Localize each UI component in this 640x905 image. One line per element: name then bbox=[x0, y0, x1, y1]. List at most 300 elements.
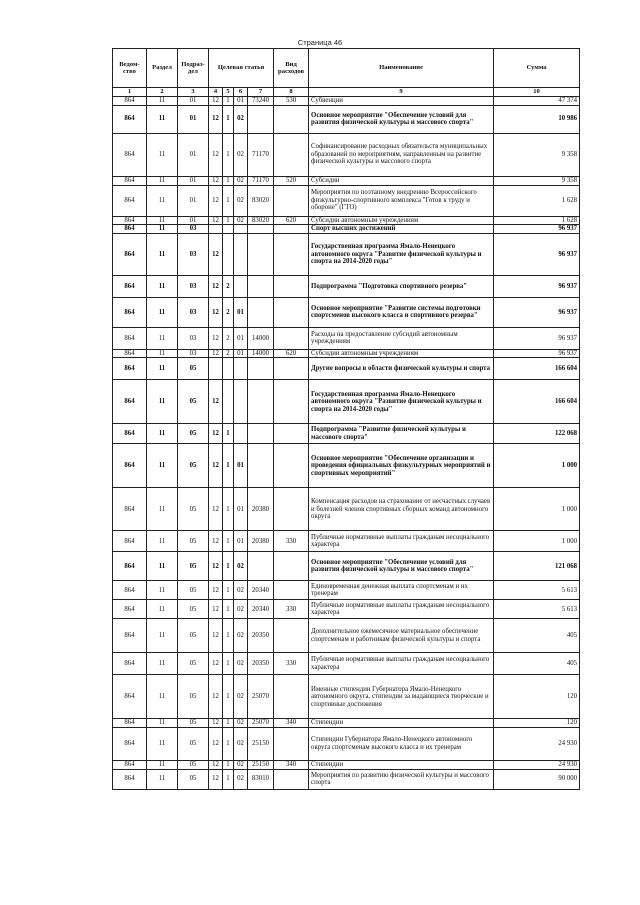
cell-subsection: 03 bbox=[178, 327, 209, 349]
cell-program: 12 bbox=[209, 619, 223, 653]
cell-section: 11 bbox=[147, 275, 178, 297]
cell-subsection: 03 bbox=[178, 297, 209, 327]
cell-expense-type bbox=[274, 581, 309, 600]
cell-sum: 121 068 bbox=[494, 552, 580, 581]
cell-direction: 20350 bbox=[248, 619, 274, 653]
cell-subprogram bbox=[223, 380, 234, 424]
cell-section: 11 bbox=[147, 424, 178, 444]
cell-sum: 1 628 bbox=[494, 216, 580, 225]
cell-sum: 5 613 bbox=[494, 581, 580, 600]
header-num: 2 bbox=[147, 88, 178, 97]
cell-subsection: 05 bbox=[178, 600, 209, 619]
cell-program: 12 bbox=[209, 581, 223, 600]
cell-direction bbox=[248, 225, 274, 234]
cell-sum: 96 937 bbox=[494, 297, 580, 327]
cell-subsection: 05 bbox=[178, 424, 209, 444]
cell-measure: 01 bbox=[234, 327, 248, 349]
cell-department: 864 bbox=[113, 675, 147, 719]
cell-direction: 14000 bbox=[248, 349, 274, 358]
cell-name: Компенсация расходов на страхование от несчастных случаев и болезней членов спортивных сборных команд автономного округа bbox=[309, 488, 494, 531]
cell-direction: 83020 bbox=[248, 216, 274, 225]
cell-subsection: 05 bbox=[178, 531, 209, 552]
table-row bbox=[113, 225, 580, 234]
cell-department: 864 bbox=[113, 581, 147, 600]
cell-program: 12 bbox=[209, 176, 223, 185]
cell-sum: 5 613 bbox=[494, 600, 580, 619]
cell-subprogram: 1 bbox=[223, 105, 234, 133]
cell-department: 864 bbox=[113, 233, 147, 275]
cell-expense-type bbox=[274, 185, 309, 216]
cell-section: 11 bbox=[147, 653, 178, 675]
cell-subprogram: 1 bbox=[223, 552, 234, 581]
cell-expense-type bbox=[274, 619, 309, 653]
cell-sum: 96 937 bbox=[494, 225, 580, 234]
cell-subprogram bbox=[223, 233, 234, 275]
cell-program: 12 bbox=[209, 769, 223, 789]
header-num: 3 bbox=[178, 88, 209, 97]
cell-department: 864 bbox=[113, 552, 147, 581]
cell-direction: 73240 bbox=[248, 97, 274, 106]
header-num: 1 bbox=[113, 88, 147, 97]
cell-name: Основное мероприятие "Развитие системы подготовки спортсменов высокого класса и спортивного резерва" bbox=[309, 297, 494, 327]
cell-section: 11 bbox=[147, 488, 178, 531]
cell-name: Субвенции bbox=[309, 97, 494, 106]
table-row bbox=[113, 185, 580, 216]
cell-name: Государственная программа Ямало-Ненецкого автономного округа "Развитие физической культуры и спорта на 2014-2020 годы" bbox=[309, 233, 494, 275]
header-sum: Сумма bbox=[494, 49, 580, 88]
cell-department: 864 bbox=[113, 380, 147, 424]
table-row bbox=[113, 675, 580, 719]
cell-department: 864 bbox=[113, 488, 147, 531]
cell-expense-type: 620 bbox=[274, 216, 309, 225]
cell-sum: 96 937 bbox=[494, 275, 580, 297]
table-row bbox=[113, 552, 580, 581]
cell-program: 12 bbox=[209, 275, 223, 297]
cell-direction: 71170 bbox=[248, 176, 274, 185]
table-row bbox=[113, 380, 580, 424]
cell-sum: 166 604 bbox=[494, 380, 580, 424]
cell-measure: 02 bbox=[234, 675, 248, 719]
cell-department: 864 bbox=[113, 105, 147, 133]
cell-expense-type: 620 bbox=[274, 349, 309, 358]
cell-direction: 25150 bbox=[248, 761, 274, 770]
cell-program: 12 bbox=[209, 327, 223, 349]
table-row bbox=[113, 488, 580, 531]
cell-section: 11 bbox=[147, 552, 178, 581]
cell-sum: 1 000 bbox=[494, 444, 580, 488]
cell-measure bbox=[234, 233, 248, 275]
header-num: 10 bbox=[494, 88, 580, 97]
cell-department: 864 bbox=[113, 216, 147, 225]
cell-department: 864 bbox=[113, 619, 147, 653]
cell-measure: 02 bbox=[234, 133, 248, 176]
cell-sum: 96 937 bbox=[494, 233, 580, 275]
cell-subsection: 05 bbox=[178, 675, 209, 719]
cell-program: 12 bbox=[209, 349, 223, 358]
cell-department: 864 bbox=[113, 653, 147, 675]
cell-subprogram bbox=[223, 358, 234, 380]
cell-program bbox=[209, 225, 223, 234]
cell-direction: 20340 bbox=[248, 600, 274, 619]
cell-subsection: 01 bbox=[178, 216, 209, 225]
table-row bbox=[113, 349, 580, 358]
cell-section: 11 bbox=[147, 619, 178, 653]
cell-direction: 83020 bbox=[248, 185, 274, 216]
cell-sum: 405 bbox=[494, 653, 580, 675]
cell-section: 11 bbox=[147, 581, 178, 600]
cell-department: 864 bbox=[113, 185, 147, 216]
cell-name: Публичные нормативные выплаты гражданам несоциального характера bbox=[309, 653, 494, 675]
cell-subsection: 01 bbox=[178, 133, 209, 176]
table-row bbox=[113, 531, 580, 552]
cell-direction: 14000 bbox=[248, 327, 274, 349]
cell-expense-type bbox=[274, 552, 309, 581]
cell-program: 12 bbox=[209, 105, 223, 133]
cell-program: 12 bbox=[209, 761, 223, 770]
header-section: Раздел bbox=[147, 49, 178, 88]
cell-measure: 02 bbox=[234, 176, 248, 185]
cell-section: 11 bbox=[147, 380, 178, 424]
header-subsection: Подраз-дел bbox=[178, 49, 209, 88]
cell-expense-type: 530 bbox=[274, 97, 309, 106]
cell-direction: 20350 bbox=[248, 653, 274, 675]
cell-program: 12 bbox=[209, 133, 223, 176]
table-row bbox=[113, 600, 580, 619]
cell-measure: 02 bbox=[234, 185, 248, 216]
cell-section: 11 bbox=[147, 297, 178, 327]
cell-subprogram: 1 bbox=[223, 769, 234, 789]
cell-sum: 1 000 bbox=[494, 531, 580, 552]
cell-section: 11 bbox=[147, 176, 178, 185]
header-num: 8 bbox=[274, 88, 309, 97]
cell-measure: 01 bbox=[234, 531, 248, 552]
cell-section: 11 bbox=[147, 531, 178, 552]
cell-subprogram: 1 bbox=[223, 444, 234, 488]
cell-department: 864 bbox=[113, 769, 147, 789]
cell-name: Дополнительное ежемесячное материальное обеспечение спортсменам и работникам физической культуры и спорта bbox=[309, 619, 494, 653]
header-num: 4 bbox=[209, 88, 223, 97]
header-num: 9 bbox=[309, 88, 494, 97]
cell-subsection: 03 bbox=[178, 225, 209, 234]
cell-name: Субсидии bbox=[309, 176, 494, 185]
cell-sum: 9 358 bbox=[494, 133, 580, 176]
cell-expense-type bbox=[274, 105, 309, 133]
cell-expense-type bbox=[274, 675, 309, 719]
table-row bbox=[113, 619, 580, 653]
cell-name: Основное мероприятие "Обеспечение условий для развития физической культуры и массового спорта" bbox=[309, 552, 494, 581]
cell-subsection: 05 bbox=[178, 581, 209, 600]
cell-subprogram: 1 bbox=[223, 581, 234, 600]
cell-expense-type: 330 bbox=[274, 531, 309, 552]
cell-program: 12 bbox=[209, 600, 223, 619]
cell-section: 11 bbox=[147, 97, 178, 106]
cell-direction bbox=[248, 358, 274, 380]
cell-measure: 01 bbox=[234, 297, 248, 327]
table-row bbox=[113, 97, 580, 106]
cell-department: 864 bbox=[113, 728, 147, 761]
cell-direction: 20380 bbox=[248, 531, 274, 552]
cell-direction bbox=[248, 444, 274, 488]
cell-subprogram: 2 bbox=[223, 297, 234, 327]
header-num: 5 bbox=[223, 88, 234, 97]
cell-sum: 120 bbox=[494, 719, 580, 728]
cell-subprogram: 1 bbox=[223, 488, 234, 531]
cell-subsection: 05 bbox=[178, 444, 209, 488]
cell-measure: 01 bbox=[234, 488, 248, 531]
cell-section: 11 bbox=[147, 600, 178, 619]
cell-expense-type bbox=[274, 225, 309, 234]
cell-direction bbox=[248, 233, 274, 275]
cell-direction: 83010 bbox=[248, 769, 274, 789]
cell-direction: 20340 bbox=[248, 581, 274, 600]
cell-subprogram: 1 bbox=[223, 176, 234, 185]
cell-sum: 1 628 bbox=[494, 185, 580, 216]
cell-expense-type bbox=[274, 275, 309, 297]
cell-subsection: 05 bbox=[178, 488, 209, 531]
cell-subsection: 05 bbox=[178, 653, 209, 675]
table-row bbox=[113, 176, 580, 185]
cell-measure: 02 bbox=[234, 581, 248, 600]
cell-name: Стипендии bbox=[309, 761, 494, 770]
cell-name: Государственная программа Ямало-Ненецкого автономного округа "Развитие физической культуры и спорта на 2014-2020 годы" bbox=[309, 380, 494, 424]
cell-measure: 01 bbox=[234, 444, 248, 488]
cell-section: 11 bbox=[147, 216, 178, 225]
cell-program: 12 bbox=[209, 297, 223, 327]
cell-sum: 1 000 bbox=[494, 488, 580, 531]
cell-subprogram: 1 bbox=[223, 761, 234, 770]
cell-expense-type: 340 bbox=[274, 761, 309, 770]
cell-section: 11 bbox=[147, 675, 178, 719]
cell-department: 864 bbox=[113, 275, 147, 297]
cell-name: Основное мероприятие "Обеспечение организации и проведения официальных физкультурных мероприятий и спортивных мероприятий" bbox=[309, 444, 494, 488]
cell-expense-type: 340 bbox=[274, 719, 309, 728]
cell-subprogram: 2 bbox=[223, 349, 234, 358]
cell-subsection: 05 bbox=[178, 719, 209, 728]
cell-department: 864 bbox=[113, 133, 147, 176]
cell-sum: 9 358 bbox=[494, 176, 580, 185]
cell-section: 11 bbox=[147, 133, 178, 176]
cell-measure: 02 bbox=[234, 728, 248, 761]
cell-subsection: 05 bbox=[178, 619, 209, 653]
cell-department: 864 bbox=[113, 97, 147, 106]
cell-subprogram: 1 bbox=[223, 133, 234, 176]
cell-program: 12 bbox=[209, 216, 223, 225]
cell-expense-type bbox=[274, 488, 309, 531]
cell-sum: 96 937 bbox=[494, 327, 580, 349]
cell-name: Подпрограмма "Развитие физической культуры и массового спорта" bbox=[309, 424, 494, 444]
table-row bbox=[113, 719, 580, 728]
cell-name: Единовременная денежная выплата спортсменам и их тренерам bbox=[309, 581, 494, 600]
cell-measure: 02 bbox=[234, 769, 248, 789]
cell-department: 864 bbox=[113, 424, 147, 444]
cell-subprogram: 1 bbox=[223, 216, 234, 225]
table-row bbox=[113, 424, 580, 444]
cell-direction bbox=[248, 552, 274, 581]
cell-subprogram: 1 bbox=[223, 185, 234, 216]
cell-expense-type: 330 bbox=[274, 653, 309, 675]
cell-name: Публичные нормативные выплаты гражданам несоциального характера bbox=[309, 531, 494, 552]
cell-name: Софинансирование расходных обязательств муниципальных образований по мероприятиям, направленным на развитие физической культуры и массового спорта bbox=[309, 133, 494, 176]
cell-measure: 02 bbox=[234, 653, 248, 675]
page-label: Страница 46 bbox=[297, 38, 343, 47]
cell-direction: 25070 bbox=[248, 719, 274, 728]
cell-sum: 24 930 bbox=[494, 761, 580, 770]
cell-section: 11 bbox=[147, 233, 178, 275]
cell-measure: 02 bbox=[234, 552, 248, 581]
cell-measure: 02 bbox=[234, 719, 248, 728]
cell-name: Стипендии bbox=[309, 719, 494, 728]
cell-section: 11 bbox=[147, 444, 178, 488]
table-row bbox=[113, 358, 580, 380]
cell-section: 11 bbox=[147, 349, 178, 358]
cell-sum: 166 604 bbox=[494, 358, 580, 380]
cell-name: Публичные нормативные выплаты гражданам несоциального характера bbox=[309, 600, 494, 619]
cell-measure bbox=[234, 275, 248, 297]
cell-direction bbox=[248, 380, 274, 424]
cell-program: 12 bbox=[209, 444, 223, 488]
cell-name: Стипендии Губернатора Ямало-Ненецкого автономного округа спортсменам высокого класса и их тренерам bbox=[309, 728, 494, 761]
cell-program bbox=[209, 358, 223, 380]
cell-section: 11 bbox=[147, 327, 178, 349]
cell-name: Субсидии автономным учреждениям bbox=[309, 349, 494, 358]
cell-department: 864 bbox=[113, 531, 147, 552]
header-department: Ведом-ство bbox=[113, 49, 147, 88]
cell-subsection: 05 bbox=[178, 761, 209, 770]
cell-subsection: 03 bbox=[178, 233, 209, 275]
cell-department: 864 bbox=[113, 719, 147, 728]
header-name: Наименование bbox=[309, 49, 494, 88]
cell-measure: 02 bbox=[234, 216, 248, 225]
cell-name: Мероприятия по поэтапному внедрению Всероссийского физкультурно-спортивного комплекса "Готов к труду и обороне" (ГТО) bbox=[309, 185, 494, 216]
cell-measure bbox=[234, 380, 248, 424]
cell-department: 864 bbox=[113, 225, 147, 234]
cell-subsection: 05 bbox=[178, 358, 209, 380]
header-num: 6 bbox=[234, 88, 248, 97]
cell-sum: 120 bbox=[494, 675, 580, 719]
table-row bbox=[113, 297, 580, 327]
cell-program: 12 bbox=[209, 97, 223, 106]
cell-name: Именные стипендии Губернатора Ямало-Ненецкого автономного округа, стипендии за выдающиеся творческие и спортивные достижения bbox=[309, 675, 494, 719]
cell-subprogram: 1 bbox=[223, 97, 234, 106]
cell-measure bbox=[234, 424, 248, 444]
cell-measure: 02 bbox=[234, 600, 248, 619]
cell-name: Основное мероприятие "Обеспечение условий для развития физической культуры и массового спорта" bbox=[309, 105, 494, 133]
table-row bbox=[113, 105, 580, 133]
cell-subsection: 03 bbox=[178, 275, 209, 297]
cell-program: 12 bbox=[209, 185, 223, 216]
cell-department: 864 bbox=[113, 600, 147, 619]
cell-department: 864 bbox=[113, 358, 147, 380]
cell-direction: 71170 bbox=[248, 133, 274, 176]
cell-direction: 20380 bbox=[248, 488, 274, 531]
cell-program: 12 bbox=[209, 531, 223, 552]
cell-measure bbox=[234, 225, 248, 234]
cell-section: 11 bbox=[147, 358, 178, 380]
table-row bbox=[113, 327, 580, 349]
table-body bbox=[113, 97, 580, 790]
cell-department: 864 bbox=[113, 349, 147, 358]
cell-name: Субсидии автономным учреждениям bbox=[309, 216, 494, 225]
cell-expense-type bbox=[274, 327, 309, 349]
cell-measure: 01 bbox=[234, 349, 248, 358]
cell-department: 864 bbox=[113, 444, 147, 488]
cell-subsection: 03 bbox=[178, 349, 209, 358]
cell-subprogram bbox=[223, 225, 234, 234]
table-row bbox=[113, 233, 580, 275]
cell-subprogram: 1 bbox=[223, 728, 234, 761]
cell-expense-type bbox=[274, 380, 309, 424]
cell-department: 864 bbox=[113, 297, 147, 327]
cell-department: 864 bbox=[113, 176, 147, 185]
cell-program: 12 bbox=[209, 653, 223, 675]
cell-expense-type bbox=[274, 444, 309, 488]
cell-subsection: 05 bbox=[178, 552, 209, 581]
cell-program: 12 bbox=[209, 675, 223, 719]
header-target-article: Целевая статья bbox=[209, 49, 274, 88]
header-num: 7 bbox=[248, 88, 274, 97]
cell-subsection: 05 bbox=[178, 769, 209, 789]
cell-subprogram: 2 bbox=[223, 327, 234, 349]
cell-measure: 02 bbox=[234, 619, 248, 653]
table-row bbox=[113, 216, 580, 225]
cell-name: Подпрограмма "Подготовка спортивного резерва" bbox=[309, 275, 494, 297]
cell-subsection: 01 bbox=[178, 105, 209, 133]
cell-section: 11 bbox=[147, 225, 178, 234]
table-row bbox=[113, 769, 580, 789]
cell-section: 11 bbox=[147, 769, 178, 789]
cell-measure: 02 bbox=[234, 761, 248, 770]
cell-name: Другие вопросы в области физической культуры и спорта bbox=[309, 358, 494, 380]
cell-program: 12 bbox=[209, 488, 223, 531]
table-row bbox=[113, 653, 580, 675]
cell-program: 12 bbox=[209, 380, 223, 424]
cell-section: 11 bbox=[147, 105, 178, 133]
table-row bbox=[113, 728, 580, 761]
cell-section: 11 bbox=[147, 185, 178, 216]
cell-expense-type bbox=[274, 297, 309, 327]
cell-subprogram: 2 bbox=[223, 275, 234, 297]
cell-expense-type bbox=[274, 233, 309, 275]
cell-name: Расходы на предоставление субсидий автономным учреждениям bbox=[309, 327, 494, 349]
cell-measure: 01 bbox=[234, 97, 248, 106]
cell-program: 12 bbox=[209, 233, 223, 275]
cell-subsection: 01 bbox=[178, 185, 209, 216]
cell-sum: 10 986 bbox=[494, 105, 580, 133]
cell-subsection: 01 bbox=[178, 176, 209, 185]
cell-name: Мероприятия по развитию физической культуры и массового спорта bbox=[309, 769, 494, 789]
cell-direction bbox=[248, 275, 274, 297]
table-row bbox=[113, 133, 580, 176]
table-row bbox=[113, 444, 580, 488]
cell-sum: 405 bbox=[494, 619, 580, 653]
cell-program: 12 bbox=[209, 552, 223, 581]
table-row bbox=[113, 275, 580, 297]
table-row bbox=[113, 761, 580, 770]
cell-direction: 25070 bbox=[248, 675, 274, 719]
cell-subsection: 01 bbox=[178, 97, 209, 106]
cell-sum: 47 374 bbox=[494, 97, 580, 106]
cell-expense-type bbox=[274, 769, 309, 789]
cell-sum: 90 000 bbox=[494, 769, 580, 789]
cell-expense-type bbox=[274, 133, 309, 176]
cell-section: 11 bbox=[147, 761, 178, 770]
cell-expense-type bbox=[274, 728, 309, 761]
cell-sum: 24 930 bbox=[494, 728, 580, 761]
cell-expense-type: 330 bbox=[274, 600, 309, 619]
cell-sum: 96 937 bbox=[494, 349, 580, 358]
cell-subprogram: 1 bbox=[223, 619, 234, 653]
cell-subprogram: 1 bbox=[223, 653, 234, 675]
